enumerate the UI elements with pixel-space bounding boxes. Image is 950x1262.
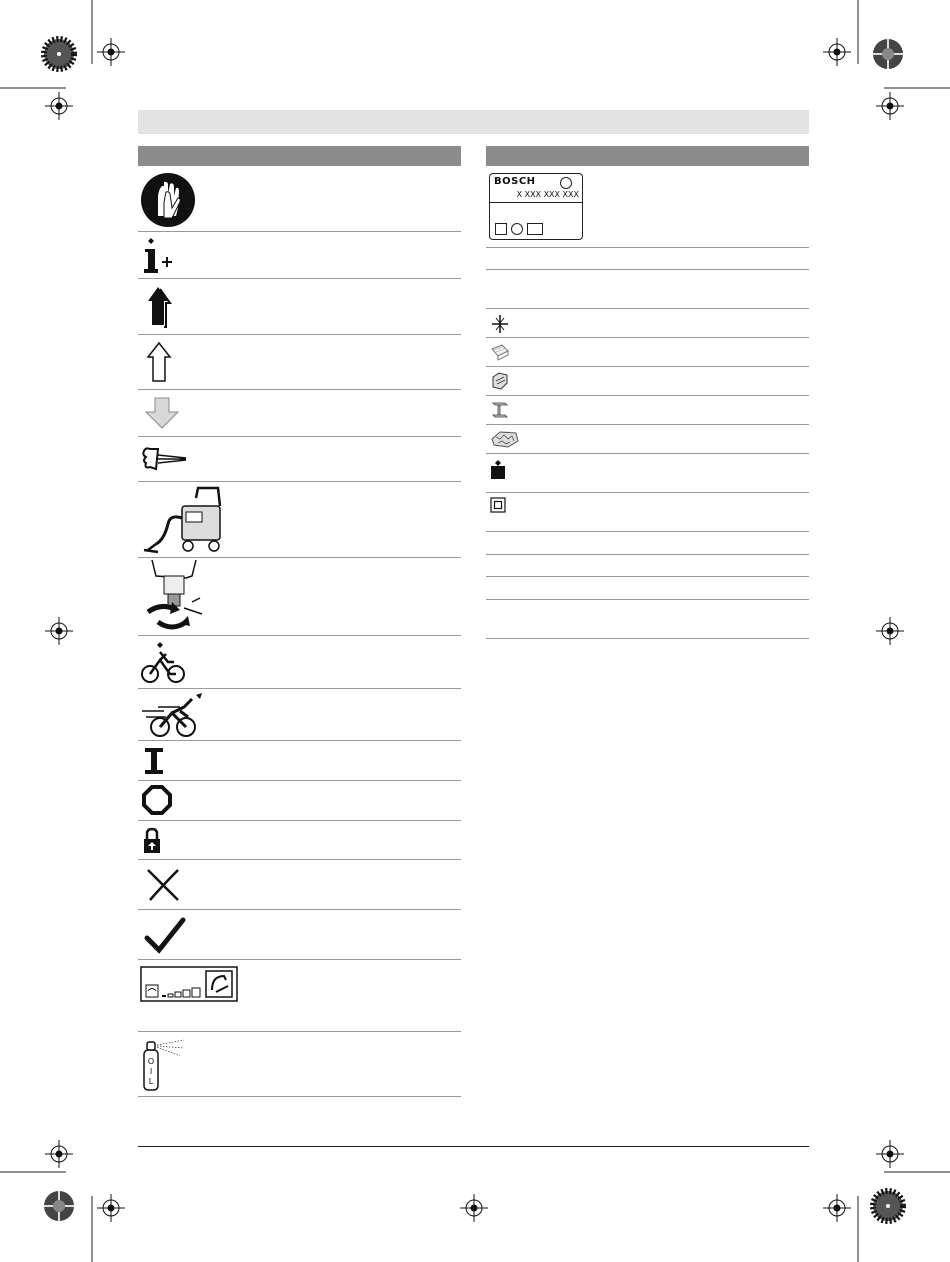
padlock-icon	[142, 827, 162, 855]
protection-class-icon	[490, 497, 506, 513]
fast-cyclist-icon	[140, 691, 206, 739]
table-row	[138, 689, 461, 741]
table-row	[486, 555, 809, 577]
table-row	[486, 425, 809, 454]
table-row	[138, 821, 461, 860]
check-mark-icon	[144, 916, 186, 956]
arrow-up-outline-icon	[146, 341, 176, 385]
noise-emission-icon	[140, 445, 190, 473]
table-row	[138, 636, 461, 689]
nameplate-icon	[489, 173, 583, 240]
brand-logo-icon	[560, 177, 572, 189]
table-row	[138, 860, 461, 910]
table-row	[138, 741, 461, 781]
table-row	[486, 493, 809, 532]
table-row	[138, 781, 461, 821]
table-row	[486, 577, 809, 600]
table-row	[138, 960, 461, 1032]
arrow-down-gray-icon	[144, 396, 182, 430]
info-plus-icon	[142, 238, 180, 276]
table-row	[138, 335, 461, 390]
table-row	[138, 558, 461, 636]
vacuum-cleaner-icon	[140, 484, 226, 556]
plastic-material-icon	[490, 371, 510, 391]
arrow-up-filled-icon	[146, 285, 176, 329]
footer-rule	[138, 1146, 809, 1147]
svg-text:I: I	[149, 1067, 153, 1076]
cyclist-icon	[140, 640, 188, 684]
rotate-tool-icon	[142, 558, 206, 632]
cross-mark-icon	[144, 866, 182, 904]
table-row	[486, 248, 809, 270]
nameplate-number: X XXX XXX XXX	[516, 190, 579, 199]
safety-gloves-icon	[140, 172, 196, 228]
left-column-header	[138, 146, 461, 166]
table-row	[138, 910, 461, 960]
wood-material-icon	[490, 343, 510, 363]
octagon-icon	[142, 785, 172, 815]
cut-depth-icon	[490, 314, 510, 334]
nameplate-brand: BOSCH	[494, 176, 536, 187]
table-row	[486, 270, 809, 309]
table-row	[486, 600, 809, 639]
table-row	[486, 338, 809, 367]
table-row	[138, 166, 461, 232]
speed-dial-icon	[140, 966, 238, 1002]
oil-spray-icon	[140, 1036, 188, 1092]
table-row	[138, 437, 461, 482]
i-beam-icon	[144, 747, 164, 775]
table-row	[486, 454, 809, 493]
table-row	[138, 482, 461, 558]
table-row	[138, 232, 461, 279]
table-row	[486, 396, 809, 425]
table-row	[486, 367, 809, 396]
stone-material-icon	[490, 429, 520, 449]
rectangle-mark-icon	[527, 223, 543, 235]
right-column-header	[486, 146, 809, 166]
table-row	[486, 309, 809, 338]
svg-text:O: O	[147, 1057, 155, 1066]
nameplate-divider	[490, 202, 582, 203]
circle-mark-icon	[511, 223, 523, 235]
metal-profile-icon	[490, 400, 510, 420]
page-header-band	[138, 110, 809, 134]
weight-icon	[490, 460, 506, 480]
svg-text:L: L	[148, 1077, 154, 1086]
table-row	[138, 390, 461, 437]
table-row	[138, 279, 461, 335]
table-row	[138, 1032, 461, 1097]
square-mark-icon	[495, 223, 507, 235]
table-row	[486, 532, 809, 555]
